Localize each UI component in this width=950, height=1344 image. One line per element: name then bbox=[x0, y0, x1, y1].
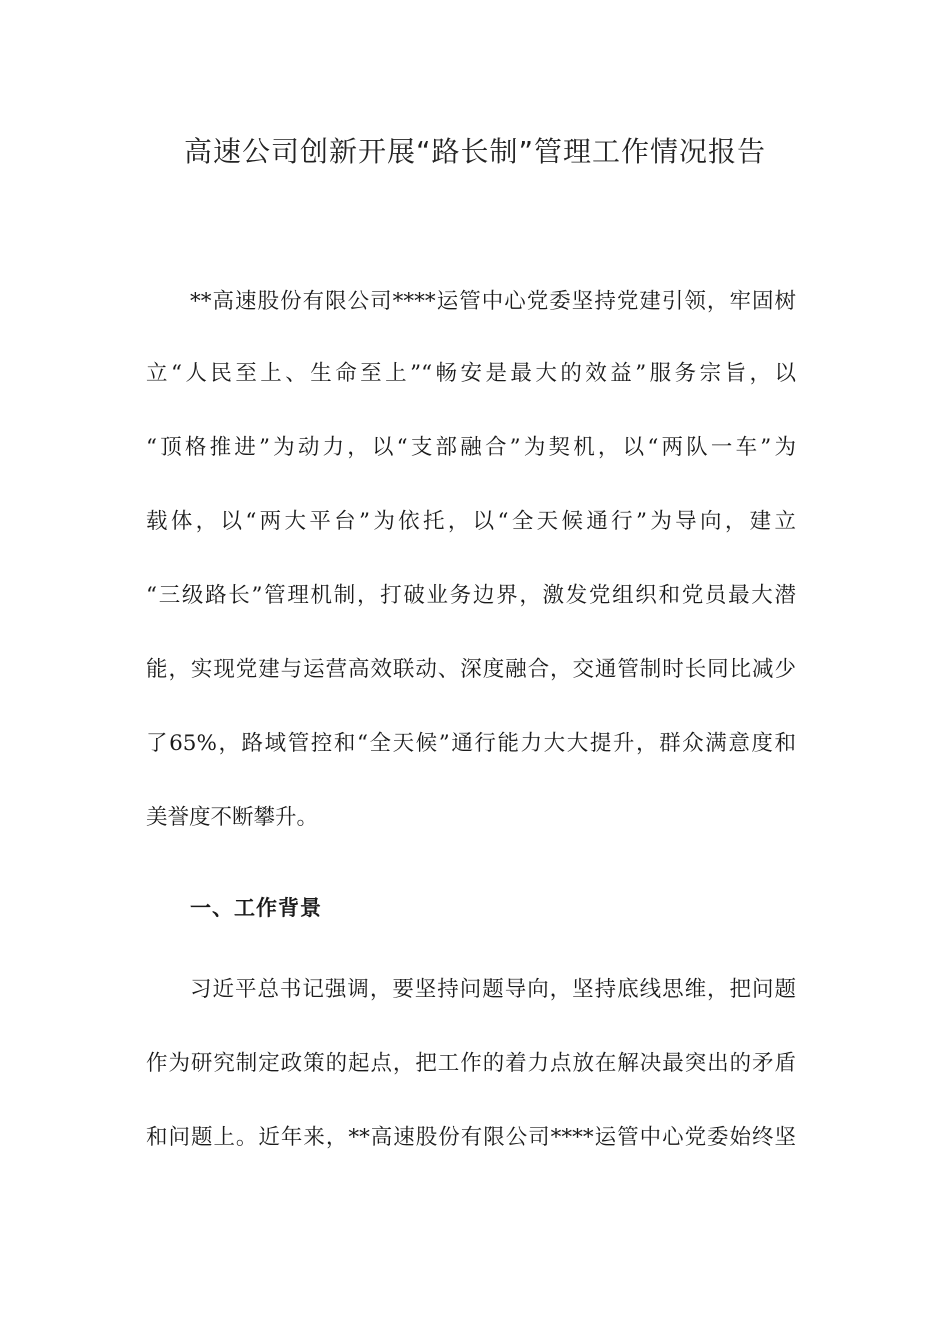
intro-line: 载体，以“两大平台”为依托，以“全天候通行”为导向，建立 bbox=[146, 509, 796, 534]
section-line: 作为研究制定政策的起点，把工作的着力点放在解决最突出的矛盾 bbox=[146, 1051, 796, 1076]
intro-line: **高速股份有限公司****运管中心党委坚持党建引领，牢固树 bbox=[190, 289, 796, 314]
intro-line: 能，实现党建与运营高效联动、深度融合，交通管制时长同比减少 bbox=[146, 657, 796, 682]
intro-line: 立“人民至上、生命至上”“畅安是最大的效益”服务宗旨，以 bbox=[146, 361, 796, 386]
intro-line: “顶格推进”为动力，以“支部融合”为契机，以“两队一车”为 bbox=[146, 435, 796, 460]
intro-line: 了65%，路域管控和“全天候”通行能力大大提升，群众满意度和 bbox=[146, 731, 796, 756]
intro-line: 美誉度不断攀升。 bbox=[146, 805, 319, 830]
section-line: 和问题上。近年来，**高速股份有限公司****运管中心党委始终坚 bbox=[146, 1125, 796, 1150]
document-title: 高速公司创新开展“路长制”管理工作情况报告 bbox=[183, 135, 766, 168]
intro-line: “三级路长”管理机制，打破业务边界，激发党组织和党员最大潜 bbox=[146, 583, 796, 608]
section-line: 习近平总书记强调，要坚持问题导向，坚持底线思维，把问题 bbox=[190, 977, 796, 1002]
section-heading: 一、工作背景 bbox=[190, 896, 322, 920]
